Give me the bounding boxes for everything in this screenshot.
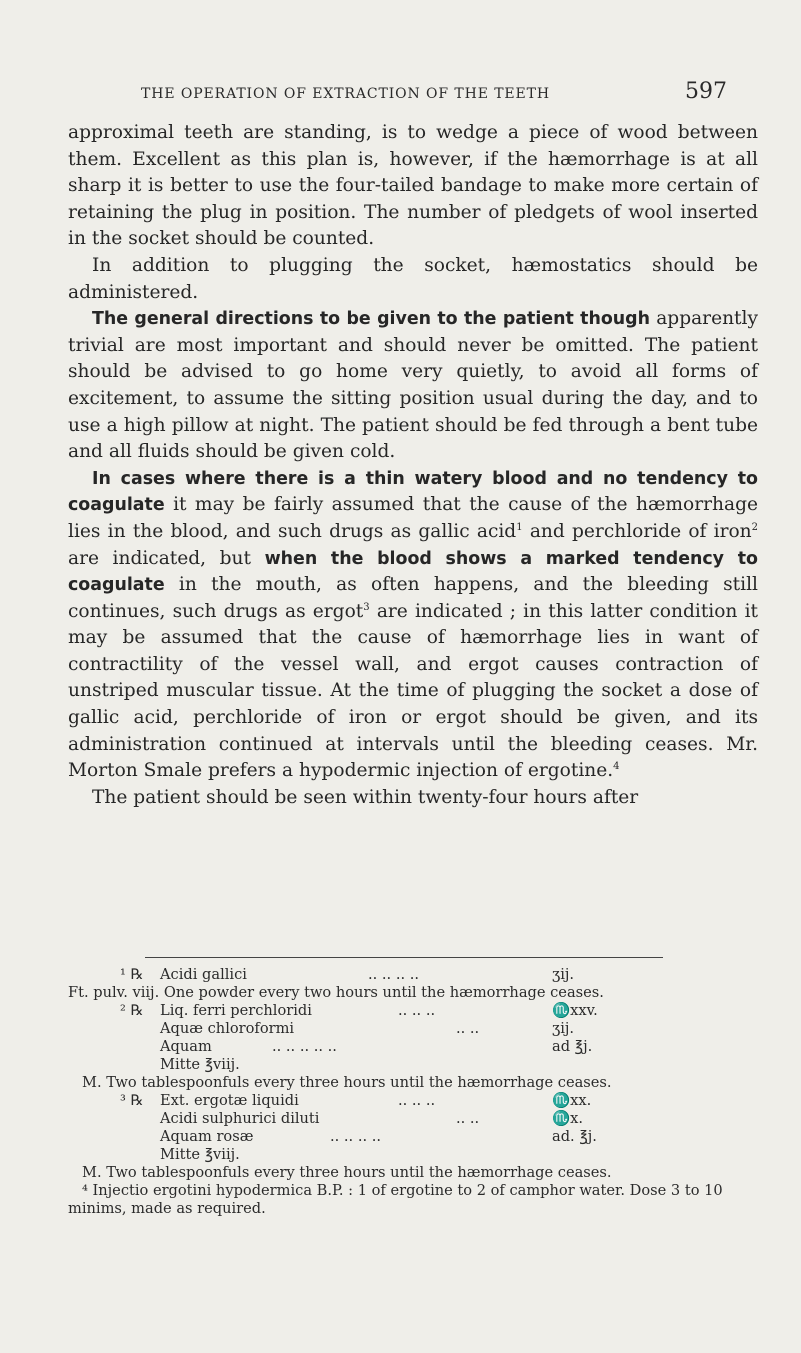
footnote-ref-4: 4 xyxy=(613,761,620,773)
blood-cases-text-4: in the mouth, as often happens, and the bleeding still continues, such drugs as ergot xyxy=(68,574,758,622)
leader-dots: .. .. .. .. .. xyxy=(272,1038,337,1055)
drug-dose: ♏xx. xyxy=(552,1092,592,1109)
footnote-1-directions: Ft. pulv. viij. One powder every two hours until the hæmorrhage ceases. xyxy=(68,984,604,1001)
paragraph-blood-cases xyxy=(68,466,758,785)
paragraph-follow-up: The patient should be seen within twenty-four hours after xyxy=(92,786,639,808)
blood-cases-text-2: and perchloride of iron xyxy=(529,520,752,542)
drug-name: Acidi gallici xyxy=(160,966,247,983)
blood-cases-text-5: are indicated ; in this latter condition it may be assumed that the cause of hæmorrhage lies in want of contractility of the vessel wall, and ergot causes contraction of unstriped muscular tissue. At the time of plugging the socket a dose of gallic acid, perchloride of iron or ergot should be given, and its administration continued at intervals until the bleeding ceases. Mr. Morton Smale prefers a hypodermic injection of ergotine. xyxy=(68,600,758,782)
footnote-2-mitte: Mitte ℥viij. xyxy=(160,1056,240,1073)
body-text xyxy=(68,120,758,811)
drug-name: Aquam rosæ xyxy=(160,1128,254,1145)
drug-dose: ad ℥j. xyxy=(552,1038,593,1055)
paragraph-plugging: approximal teeth are standing, is to wedge a piece of wood between them. Excellent as this plan is, however, if the hæmorrhage is at all sharp it is better to use the four-tailed bandage to make more certain of retaining the plug in position. The number of pledgets of wool inserted in the socket should be counted. xyxy=(68,122,758,250)
leader-dots: .. .. xyxy=(456,1020,480,1037)
blood-cases-text-3: are indicated, but xyxy=(68,547,252,569)
prescription-line xyxy=(68,1002,768,1020)
footnote-mark: ³ ℞ xyxy=(120,1092,144,1109)
drug-name: Aquam xyxy=(160,1038,212,1055)
drug-dose: ʒij. xyxy=(552,1020,575,1037)
emphasis-marked-tendency: when the blood shows a marked tendency to coagulate xyxy=(68,548,758,596)
drug-dose: ad. ℥j. xyxy=(552,1128,597,1145)
prescription-line xyxy=(68,1038,768,1056)
footnote-divider xyxy=(145,957,663,958)
footnote-mark: ¹ ℞ xyxy=(120,966,144,983)
leader-dots: .. .. xyxy=(456,1110,480,1127)
prescription-line xyxy=(68,1092,768,1110)
footnote-mark: ² ℞ xyxy=(120,1002,144,1019)
prescription-line xyxy=(68,1020,768,1038)
footnotes xyxy=(68,966,768,1218)
footnote-ref-1: 1 xyxy=(516,521,523,533)
drug-name: Ext. ergotæ liquidi xyxy=(160,1092,299,1109)
emphasis-general-directions: The general directions to be given to the patient though xyxy=(92,309,650,330)
drug-dose: ♏xxv. xyxy=(552,1002,598,1019)
footnote-4: ⁴ Injectio ergotini hypodermica B.P. : 1 of ergotine to 2 of camphor water. Dose 3 to 10 minims, made as required. xyxy=(68,1182,723,1217)
drug-dose: ♏x. xyxy=(552,1110,584,1127)
leader-dots: .. .. .. xyxy=(398,1002,436,1019)
leader-dots: .. .. .. .. xyxy=(330,1128,382,1145)
drug-name: Acidi sulphurici diluti xyxy=(160,1110,320,1127)
general-directions-text: apparently trivial are most important and should never be omitted. The patient should be advised to go home very quietly, to avoid all forms of excitement, to assume the sitting position usual during the day, and to use a high pillow at night. The patient should be fed through a bent tube and all fluids should be given cold. xyxy=(68,308,758,463)
paragraph-haemostatics: In addition to plugging the socket, hæmostatics should be administered. xyxy=(68,254,758,303)
prescription-line xyxy=(68,966,768,984)
footnote-3-directions: M. Two tablespoonfuls every three hours until the hæmorrhage ceases. xyxy=(82,1164,612,1181)
footnote-ref-2: 2 xyxy=(751,521,758,533)
drug-name: Aquæ chloroformi xyxy=(160,1020,295,1037)
prescription-line xyxy=(68,1110,768,1128)
emphasis-thin-watery-blood: In cases where there is a thin watery blood and no tendency to coagulate xyxy=(68,468,758,516)
paragraph-general-directions xyxy=(68,306,758,466)
footnote-2-directions: M. Two tablespoonfuls every three hours until the hæmorrhage ceases. xyxy=(82,1074,612,1091)
footnote-3-mitte: Mitte ℥viij. xyxy=(160,1146,240,1163)
running-title: THE OPERATION OF EXTRACTION OF THE TEETH xyxy=(141,86,551,102)
leader-dots: .. .. .. xyxy=(398,1092,436,1109)
footnote-ref-3: 3 xyxy=(363,601,370,613)
drug-dose: ʒij. xyxy=(552,966,575,983)
leader-dots: .. .. .. .. xyxy=(368,966,420,983)
drug-name: Liq. ferri perchloridi xyxy=(160,1002,312,1019)
prescription-line xyxy=(68,1128,768,1146)
page-number: 597 xyxy=(685,79,727,104)
blood-cases-text-1: it may be fairly assumed that the cause of the hæmorrhage lies in the blood, and such drugs as gallic acid xyxy=(68,494,758,542)
